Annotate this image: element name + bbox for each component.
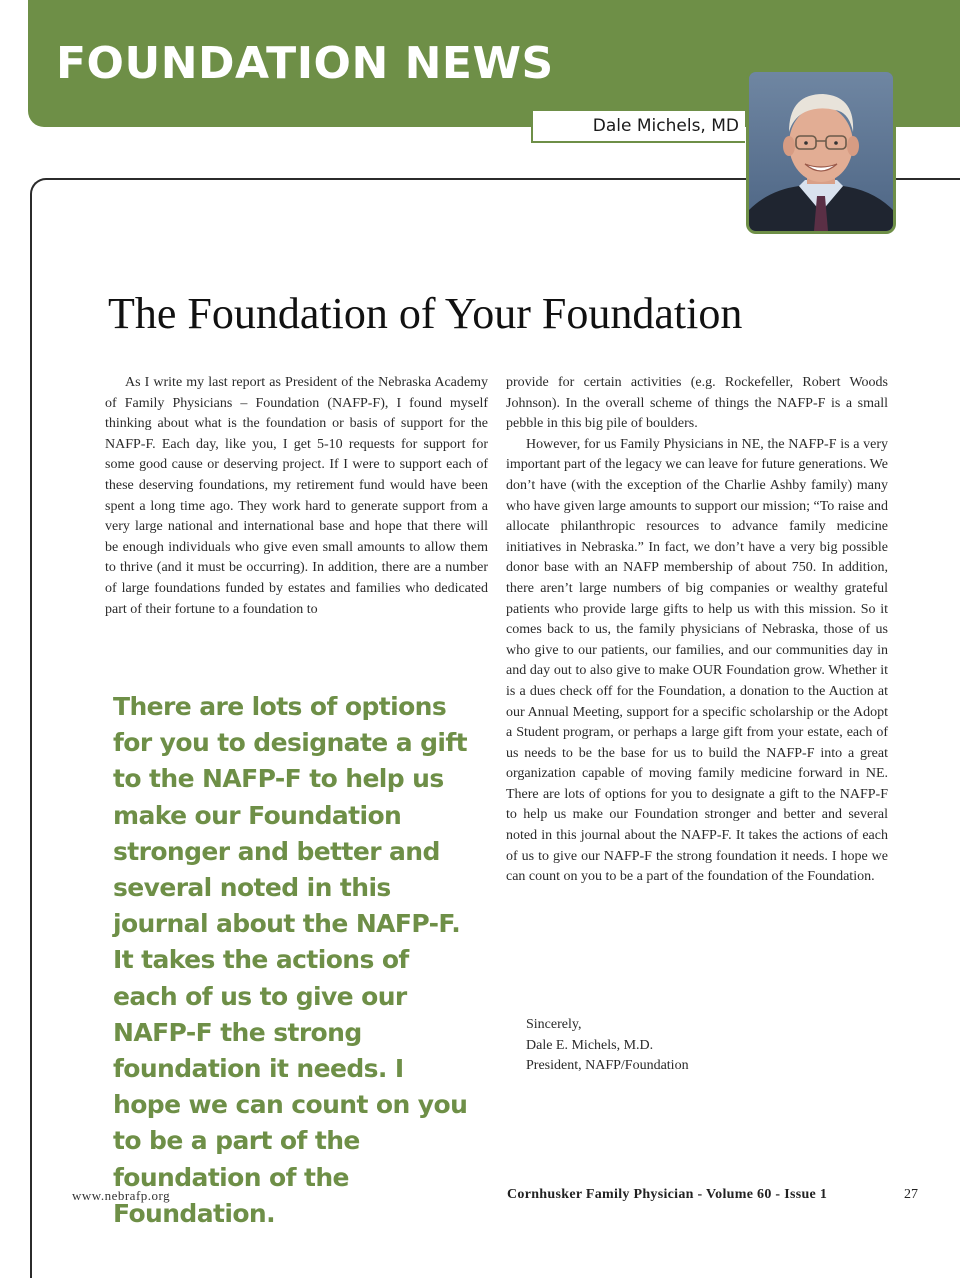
portrait-image (749, 72, 893, 231)
article-right-column (506, 373, 888, 888)
pull-quote: There are lots of options for you to designate a gift to the NAFP-F to help us make our Foundation stronger and better and several noted in this journal about the NAFP-F. It takes the actions of each of us to give our NAFP-F the strong foundation it needs. I hope we can count on you to be a part of the foundation of the Foundation. (113, 692, 468, 1228)
footer-website-link[interactable]: www.nebrafp.org (72, 1188, 171, 1203)
body-paragraph-continued: provide for certain activities (e.g. Rockefeller, Robert Woods Johnson). In the overall scheme of things the NAFP-F is a small pebble in this big pile of boulders. (506, 375, 888, 432)
closing-text: Sincerely, (526, 1017, 582, 1032)
section-title: FOUNDATION NEWS (56, 38, 554, 89)
body-paragraph: As I write my last report as President of the Nebraska Academy of Family Physicians – Foundation (NAFP-F), I found myself thinking about what is the foundation or basis of support for the NAFP-F. Each day, like you, I get 5-10 requests for support for some good cause or deserving project. If I were to support each of these deserving foundations, my retirement fund would have been spent a long time ago. They work hard to generate support from a very large national and international base and hope that there will be enough individuals who give even small amounts to allow them to thrive (and it must be occurring). In addition, there are a number of large foundations funded by estates and families who dedicated part of their fortune to a foundation to (105, 375, 488, 617)
article-title: The Foundation of Your Foundation (108, 289, 743, 338)
signer-role: President, NAFP/Foundation (526, 1058, 689, 1074)
footer-journal-title: Cornhusker Family Physician - Volume 60 - Issue 1 (507, 1187, 828, 1202)
signer-name: Dale E. Michels, M.D. (526, 1037, 654, 1053)
page-number: 27 (904, 1187, 918, 1202)
signature-block (526, 1015, 689, 1077)
author-portrait (746, 69, 896, 234)
article-left-column (105, 373, 488, 620)
body-paragraph: However, for us Family Physicians in NE, the NAFP-F is a very important part of the legacy we can leave for future generations. We don’t have (with the exception of the Charlie Ashby family) many who have given large amounts to support our mission; “To raise and allocate philanthropic resources to advance family medicine initiatives in Nebraska.” In fact, we don’t have a very big possible donor base with an NAFP membership of about 750. In addition, there aren’t large numbers of big companies or wealthy grateful patients who provide large gifts to help us with this mission. So it comes back to us, the family physicians of Nebraska, those of us who give to our patients, our families, and our communities day in and day out to also give to make OUR Foundation grow. Whether it is a dues check off for the Foundation, a donation to the Auction at our Annual Meeting, support for a specific scholarship or the Adopt a Student program, or perhaps a large gift from your estate, each of us needs to be the base for us to build the NAFP-F into a great organization capable of moving family medicine forward in NE. There are lots of options for you to designate a gift to the NAFP-F to help us make our Foundation stronger and better and several noted in this journal about the NAFP-F. It takes the actions of each of us to give our NAFP-F the strong foundation it needs. I hope we can count on you to be a part of the foundation of the Foundation. (506, 436, 888, 885)
author-byline: Dale Michels, MD (531, 109, 745, 143)
